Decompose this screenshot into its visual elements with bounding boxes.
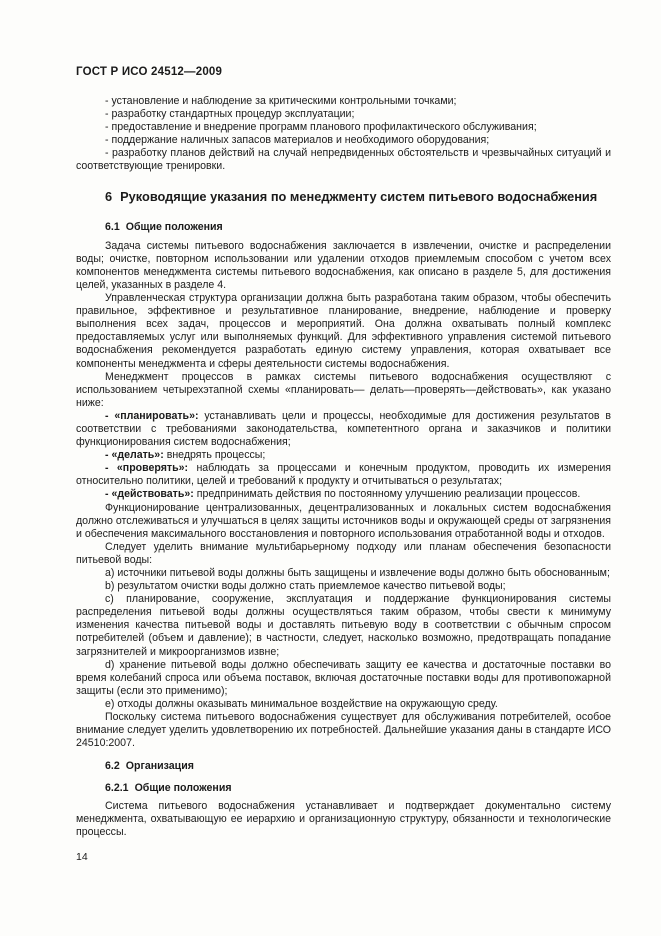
subsection-title: Организация [125,760,194,773]
subsection-6-2-heading [105,760,611,773]
paragraph: Поскольку система питьевого водоснабжения существует для обслуживания потребителей, особое внимание следует уделить удовлетворению их потребностей. Дальнейшие указания даны в стандарте ИСО 24510:2007. [76,711,611,750]
step-text: предпринимать действия по постоянному улучшению реализации процессов. [196,488,581,501]
list-item: - разработку планов действий на случай непредвиденных обстоятельств и чрезвычайных ситуаций и соответствующие тренировки. [76,147,611,173]
list-item: - разработку стандартных процедур эксплуатации; [105,108,355,121]
step-label: - «действовать»: [105,488,194,501]
pdca-step [76,449,611,462]
section-6-heading [105,189,611,205]
list-item: c) планирование, сооружение, эксплуатация и поддержание функционирования системы распределения питьевой воды должны осуществляться таким образом, чтобы свести к минимуму изменения качества питьевой воды и доставлять питьевую воду в соответствии с обычным спросом потребителей (объем и давление); в частности, следует, насколько возможно, предотвращать попадание загрязнителей и микроорганизмов извне; [76,593,611,658]
list-item: d) хранение питьевой воды должно обеспечивать защиту ее качества и достаточные поставки во время колебаний спроса или объема поставок, включая достаточные поставки воды для противопожарной защиты (если это применимо); [76,658,611,697]
intro-bullet-list [76,95,611,174]
paragraph: Функционирование централизованных, децентрализованных и локальных систем водоснабжения должно отслеживаться и улучшаться в целях защиты источников воды и окружающей среды от загрязнения и обеспечения максимального восстановления и повторного использования отработанной воды и отходов. [76,501,611,540]
paragraph: Управленческая структура организации должна быть разработана таким образом, чтобы обеспечить правильное, эффективное и результативное планирование, внедрение, наблюдение и проверку выполнения всех задач, процессов и мероприятий. Она должна охватывать полный комплекс предоставляемых услуг или выполняемых функций. Для эффективного управления системой питьевого водоснабжения рекомендуется разработать единую систему управления, которая охватывает все компоненты менеджмента и сферы деятельности системы водоснабжения. [76,292,611,370]
section-title: Руководящие указания по менеджменту систем питьевого водоснабжения [120,188,598,204]
paragraph: Система питьевого водоснабжения устанавливает и подтверждает документально систему менеджмента, охватывающую ее иерархию и организационную структуру, обязанности и технологические процессы. [76,799,611,838]
paragraph: Менеджмент процессов в рамках системы питьевого водоснабжения осуществляют с использованием четырехэтапной схемы «планировать— делать—проверять—действовать», как указано ниже: [76,370,611,409]
paragraph: Задача системы питьевого водоснабжения заключается в извлечении, очистке и распределении воды; очистке, повторном использовании или удалении отходов приемлемым способом с учетом всех компонентов менеджмента системы питьевого водоснабжения, как описано в разделе 5, для достижения целей, указанных в разделе 4. [76,239,611,291]
list-item: - установление и наблюдение за критическими контрольными точками; [105,95,457,107]
step-label: - «планировать»: [105,409,199,422]
step-text: внедрять процессы; [166,449,266,462]
standard-id: ГОСТ Р ИСО 24512—2009 [76,66,223,78]
pdca-step-list [76,410,611,502]
list-item: b) результатом очистки воды должно стать приемлемое качество питьевой воды; [105,580,506,593]
list-item: a) источники питьевой воды должны быть защищены и извлечение воды должно быть обоснованным; [105,567,610,579]
pdca-step [76,462,611,488]
subsection-title: Общие положения [134,782,232,795]
section-number: 6 [105,188,113,204]
subsection-number: 6.2.1 [105,782,129,795]
step-label: - «проверять»: [105,462,189,475]
paragraph: Следует уделить внимание мультибарьерному подходу или планам обеспечения безопасности питьевой воды: [76,540,611,566]
pdca-step [76,488,611,501]
list-item: - предоставление и внедрение программ планового профилактического обслуживания; [105,121,537,134]
page-body [76,95,611,839]
step-label: - «делать»: [105,449,164,462]
step-text: наблюдать за процессами и конечным продуктом, проводить их измерения относительно политики, целей и требований к продукту и отчитываться о результатах; [76,462,611,488]
barrier-item-list [76,567,611,711]
list-item: - поддержание наличных запасов материалов и необходимого оборудования; [105,134,490,147]
subsection-6-1-heading [105,221,611,234]
subsection-6-2-1-heading [105,782,611,795]
list-item: e) отходы должны оказывать минимальное воздействие на окружающую среду. [105,697,498,710]
subsection-title: Общие положения [125,220,223,233]
page-number: 14 [76,851,88,863]
subsection-number: 6.2 [105,760,120,773]
step-text: устанавливать цели и процессы, необходимые для достижения результатов в соответствии с требованиями законодательства, компетентного органа и заказчиков и политики функционирования систем водоснабжения; [76,409,611,449]
pdca-step [76,410,611,449]
subsection-number: 6.1 [105,220,120,233]
